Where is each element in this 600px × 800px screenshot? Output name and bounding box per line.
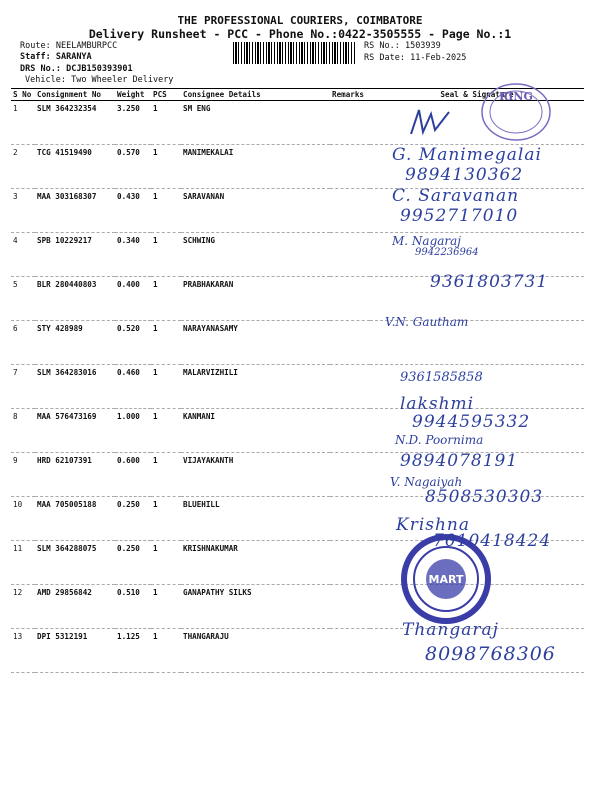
rs-date-value: 11-Feb-2025 [410, 53, 467, 63]
cell-remarks [330, 321, 370, 365]
drs-line: DRS No.: DCJB150393901 [20, 64, 133, 74]
col-pcs: PCS [151, 89, 181, 101]
cell-weight: 1.125 [115, 629, 151, 673]
cell-pcs: 1 [151, 145, 181, 189]
cell-consignee: SARAVANAN [181, 189, 330, 233]
signature-13-phone: 8098768306 [425, 643, 556, 665]
signature-8-phone: 9944595332 [412, 412, 531, 432]
cell-pcs: 1 [151, 585, 181, 629]
cell-consignment: BLR 280440803 [35, 277, 115, 321]
ring-stamp [476, 80, 556, 148]
cell-consignment: AMD 29856842 [35, 585, 115, 629]
cell-sno: 5 [11, 277, 35, 321]
rs-no-line: RS No.: 1503939 [364, 41, 441, 51]
cell-consignee: MANIMEKALAI [181, 145, 330, 189]
cell-consignment: STY 428989 [35, 321, 115, 365]
cell-sno: 10 [11, 497, 35, 541]
col-weight: Weight [115, 89, 151, 101]
cell-consignment: SLM 364283016 [35, 365, 115, 409]
cell-remarks [330, 277, 370, 321]
signature-10-phone: 8508530303 [425, 487, 544, 507]
cell-weight: 0.460 [115, 365, 151, 409]
signature-8-name: lakshmi [400, 394, 475, 414]
signature-9-phone: 9894078191 [400, 451, 519, 471]
cell-pcs: 1 [151, 497, 181, 541]
seal-stamp-text: MART [428, 573, 464, 586]
cell-sno: 13 [11, 629, 35, 673]
cell-pcs: 1 [151, 321, 181, 365]
cell-weight: 0.250 [115, 497, 151, 541]
cell-weight: 3.250 [115, 101, 151, 145]
cell-remarks [330, 409, 370, 453]
cell-weight: 0.510 [115, 585, 151, 629]
cell-consignee: MALARVIZHILI [181, 365, 330, 409]
cell-pcs: 1 [151, 189, 181, 233]
cell-consignee: PRABHAKARAN [181, 277, 330, 321]
cell-consignee: KANMANI [181, 409, 330, 453]
cell-consignment: TCG 41519490 [35, 145, 115, 189]
cell-sno: 3 [11, 189, 35, 233]
cell-pcs: 1 [151, 365, 181, 409]
cell-remarks [330, 189, 370, 233]
cell-weight: 0.520 [115, 321, 151, 365]
cell-weight: 0.430 [115, 189, 151, 233]
cell-remarks [330, 541, 370, 585]
signature-2-phone: 9894130362 [405, 165, 524, 185]
cell-consignee: SM ENG [181, 101, 330, 145]
cell-weight: 0.400 [115, 277, 151, 321]
cell-sno: 2 [11, 145, 35, 189]
cell-pcs: 1 [151, 277, 181, 321]
cell-pcs: 1 [151, 101, 181, 145]
cell-sno: 8 [11, 409, 35, 453]
cell-consignee: KRISHNAKUMAR [181, 541, 330, 585]
signature-4-name: M. Nagaraj [392, 234, 462, 248]
cell-consignment: MAA 303168307 [35, 189, 115, 233]
cell-pcs: 1 [151, 541, 181, 585]
vehicle-line: Vehicle: Two Wheeler Delivery [25, 75, 174, 85]
col-consignment: Consignment No [35, 89, 115, 101]
company-title: THE PROFESSIONAL COURIERS, COIMBATORE [177, 14, 423, 27]
cell-consignment: HRD 62107391 [35, 453, 115, 497]
route-value: NEELAMBURPCC [55, 41, 118, 51]
signature-5-phone: 9361803731 [430, 272, 549, 292]
rs-no-value: 1503939 [404, 41, 441, 51]
cell-weight: 1.000 [115, 409, 151, 453]
cell-weight: 0.600 [115, 453, 151, 497]
cell-consignee: SCHWING [181, 233, 330, 277]
ring-stamp-text: RING [499, 90, 533, 103]
cell-sno: 6 [11, 321, 35, 365]
table-row [11, 321, 584, 365]
barcode [233, 42, 355, 64]
cell-remarks [330, 233, 370, 277]
col-remarks: Remarks [330, 89, 370, 101]
cell-consignment: MAA 576473169 [35, 409, 115, 453]
runsheet-subtitle: Delivery Runsheet - PCC - Phone No.:0422-3505555 - Page No.:1 [88, 27, 512, 41]
signature-3-phone: 9952717010 [400, 206, 519, 226]
cell-remarks [330, 101, 370, 145]
signature-11-name: Krishna [396, 515, 471, 535]
signature-11-phone: 7010418424 [433, 531, 552, 551]
cell-remarks [330, 497, 370, 541]
cell-sno: 1 [11, 101, 35, 145]
cell-consignee: BLUEHILL [181, 497, 330, 541]
rs-date-line: RS Date: 11-Feb-2025 [364, 53, 467, 63]
cell-consignment: SLM 364232354 [35, 101, 115, 145]
cell-remarks [330, 365, 370, 409]
table-row [11, 365, 584, 409]
cell-pcs: 1 [151, 629, 181, 673]
signature-13-name: Thangaraj [402, 620, 499, 640]
vehicle-value: Two Wheeler Delivery [71, 75, 174, 85]
staff-line: Staff: SARANYA [20, 52, 92, 62]
col-consignee: Consignee Details [181, 89, 330, 101]
col-sno: S No [11, 89, 35, 101]
cell-sno: 7 [11, 365, 35, 409]
cell-remarks [330, 145, 370, 189]
cell-consignment: SLM 364288075 [35, 541, 115, 585]
signature-6-name: V.N. Gautham [385, 315, 469, 329]
signature-scribble-1 [405, 104, 455, 142]
cell-remarks [330, 629, 370, 673]
cell-sno: 11 [11, 541, 35, 585]
cell-pcs: 1 [151, 233, 181, 277]
cell-weight: 0.340 [115, 233, 151, 277]
staff-value: SARANYA [55, 52, 92, 62]
signature-2-name: G. Manimegalai [392, 145, 542, 165]
cell-pcs: 1 [151, 453, 181, 497]
signature-4-phone: 9942236964 [415, 247, 479, 258]
cell-consignee: THANGARAJU [181, 629, 330, 673]
cell-weight: 0.250 [115, 541, 151, 585]
signature-10-name: V. Nagaiyah [390, 475, 463, 489]
drs-value: DCJB150393901 [66, 64, 133, 74]
route-line: Route: NEELAMBURPCC [20, 41, 118, 51]
cell-consignment: SPB 10229217 [35, 233, 115, 277]
table-row [11, 233, 584, 277]
cell-sno: 4 [11, 233, 35, 277]
signature-7-phone: 9361585858 [400, 370, 483, 385]
cell-consignment: MAA 705005188 [35, 497, 115, 541]
cell-weight: 0.570 [115, 145, 151, 189]
signature-9-name: N.D. Poornima [395, 433, 484, 447]
cell-consignee: NARAYANASAMY [181, 321, 330, 365]
cell-sno: 9 [11, 453, 35, 497]
cell-consignee: VIJAYAKANTH [181, 453, 330, 497]
cell-pcs: 1 [151, 409, 181, 453]
signature-3-name: C. Saravanan [392, 186, 520, 206]
cell-remarks [330, 585, 370, 629]
cell-consignee: GANAPATHY SILKS [181, 585, 330, 629]
cell-sno: 12 [11, 585, 35, 629]
cell-remarks [330, 453, 370, 497]
col-signature: Seal & Signature [370, 89, 584, 101]
cell-consignment: DPI 5312191 [35, 629, 115, 673]
